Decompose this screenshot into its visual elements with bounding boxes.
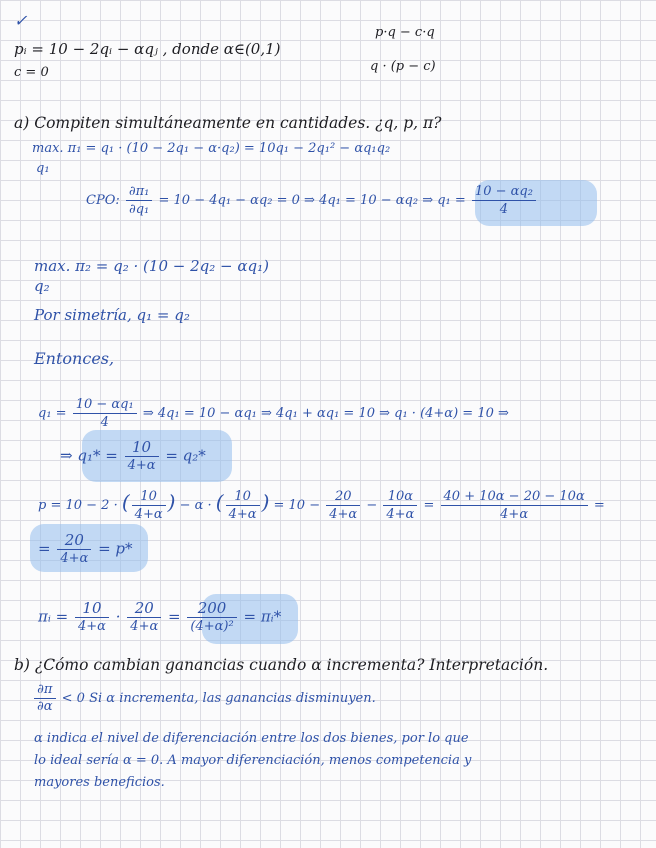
cpo-derivative: $\frac{\text{∂π₁}}{\text{∂q₁}}$ — [126, 183, 152, 218]
interpretation-line-1: α indica el nivel de diferenciación entre los dos bienes, por lo que — [34, 731, 469, 746]
interpretation-line-2: lo ideal sería α = 0. A mayor diferenciación, menos competencia y — [34, 753, 472, 768]
then-label: Entonces, — [34, 349, 115, 368]
derivative-line: $\frac{\partial\pi}{\partial\alpha}$ < 0 Si α incrementa, las ganancias disminuyen. — [32, 682, 376, 715]
check-mark: ✓ — [14, 11, 28, 30]
cost-value: c = 0 — [14, 65, 49, 80]
question-b: b) ¿Cómo cambian ganancias cuando α incrementa? Interpretación. — [14, 656, 549, 674]
interpretation-line-3: mayores beneficios. — [34, 775, 165, 790]
max-profit-firm1-sub: q₁ — [36, 161, 50, 176]
q-star-fraction: $\frac{10}{4+\alpha}$ — [125, 439, 159, 474]
eq1-fraction: $\frac{\text{10 − αq₁}}{4}$ — [73, 396, 137, 431]
p-star-fraction: $\frac{20}{4+\alpha}$ — [57, 532, 91, 567]
side-note-profit: p·q − c·q — [375, 25, 435, 40]
symmetry-equation: q₁ = $\frac{\text{10 − αq₁}}{4}$ ⇒ 4q₁ = 10 − αq₁ ⇒ 4q₁ + αq₁ = 10 ⇒ q₁ · (4+α) = 10 ⇒ — [38, 397, 509, 430]
symmetry-note: Por simetría, q₁ = q₂ — [34, 306, 190, 324]
cpo-label: CPO: — [86, 193, 120, 208]
max-profit-firm2: max. π₂ = q₂ · (10 − 2q₂ − αq₁) — [34, 257, 269, 275]
max-profit-firm1: max. π₁ = q₁ · (10 − 2q₁ − α·q₂) = 10q₁ − 2q₁² − αq₁q₂ — [32, 141, 391, 156]
pi-star-fraction: $\frac{200}{\text{(4+α)²}}$ — [187, 600, 236, 635]
p-star-equation: = $\frac{20}{4+\alpha}$ = p* — [38, 531, 133, 566]
q-star-equation: ⇒ q₁* = $\frac{10}{4+\alpha}$ = q₂* — [60, 438, 206, 473]
price-equation: p = 10 − 2 · ( $\frac{10}{4+\alpha}$ ) − α · ( $\frac{10}{4+\alpha}$ ) = 10 − $\frac{20}{4+\alpha}$ − $\frac{10\alpha}{4+\alpha}$ = $\frac{40 + 10\alpha - 20 - 10\alpha}{4+\alpha}$ = — [38, 489, 605, 522]
profit-equation: πᵢ = $\frac{10}{4+\alpha}$ · $\frac{20}{4+\alpha}$ = $\frac{200}{\text{(4+α)²}}$ = πᵢ* — [38, 599, 282, 634]
question-a: a) Compiten simultáneamente en cantidades. ¿q, p, π? — [14, 114, 442, 132]
cpo-result: $\frac{\text{10 − αq₂}}{4}$ — [472, 183, 536, 218]
side-note-factored: q · (p − c) — [370, 59, 436, 74]
max-profit-firm2-sub: q₂ — [34, 277, 50, 295]
cpo-line — [86, 183, 538, 218]
demand-function: pᵢ = 10 − 2qᵢ − αqⱼ , donde α∈(0,1) — [14, 40, 281, 58]
cpo-equation: = 10 − 4q₁ − αq₂ = 0 ⇒ 4q₁ = 10 − αq₂ ⇒ q₁ = — [158, 193, 466, 208]
